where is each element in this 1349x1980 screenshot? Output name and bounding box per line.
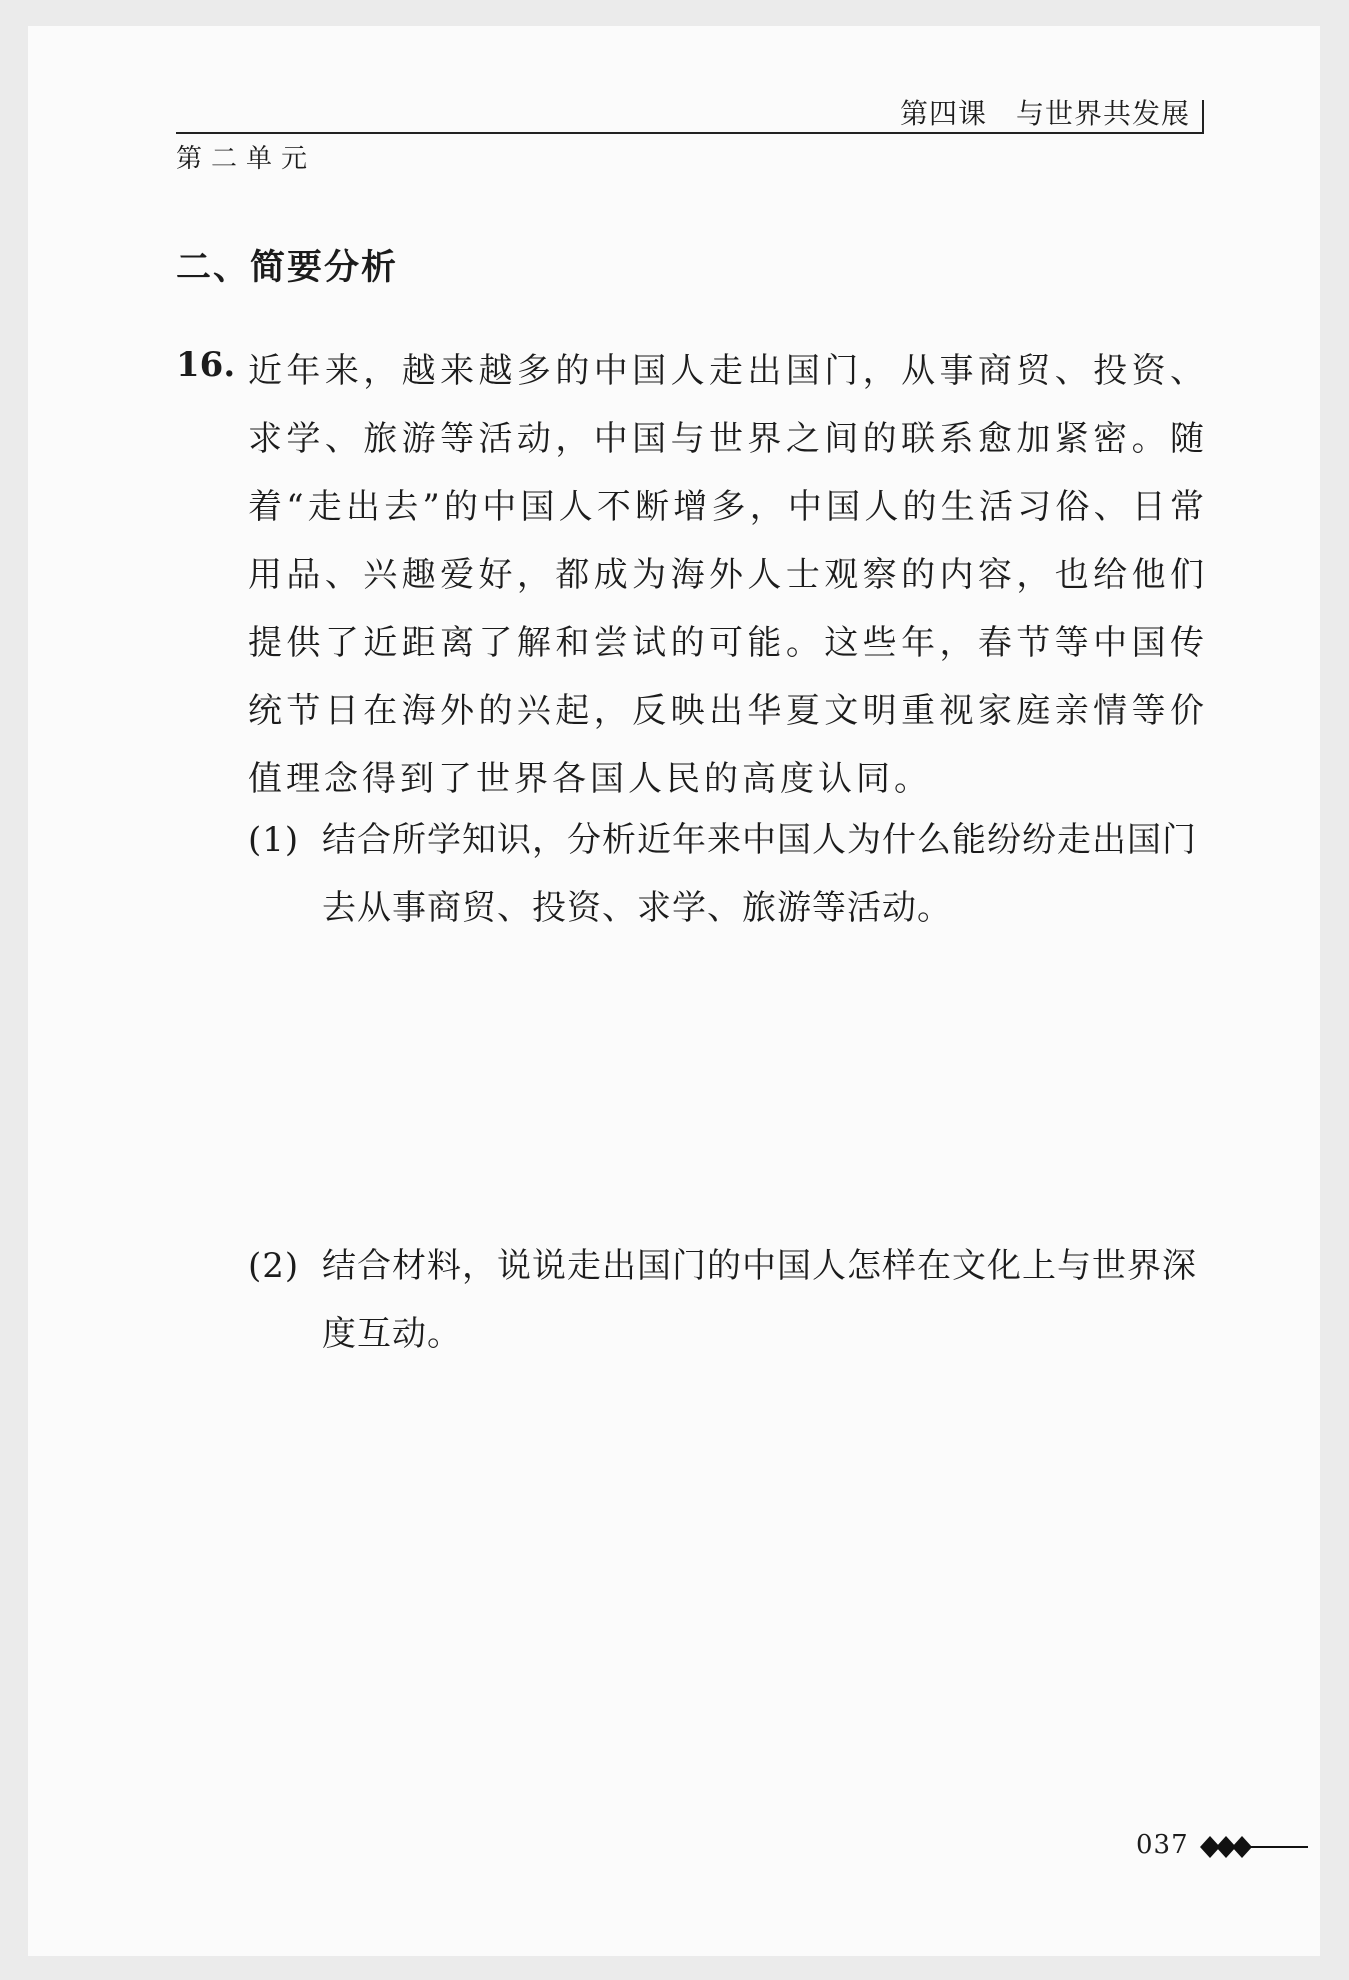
question-passage: 近年来，越来越多的中国人走出国门，从事商贸、投资、求学、旅游等活动，中国与世界之间的联系愈加紧密。随着“走出去”的中国人不断增多，中国人的生活习俗、日常用品、兴趣爱好，都成为海外人士观察的内容，也给他们提供了近距离了解和尝试的可能。这些年，春节等中国传统节日在海外的兴起，反映出华夏文明重视家庭亲情等价值理念得到了世界各国人民的高度认同。: [248, 351, 1208, 799]
page-number: 037: [1136, 1830, 1189, 1860]
sub-question-1-number: (1): [248, 820, 300, 860]
section-title: 二、简要分析: [176, 248, 399, 288]
sub-question-1-text: 结合所学知识，分析近年来中国人为什么能纷纷走出国门去从事商贸、投资、求学、旅游等活动。: [322, 820, 1197, 928]
textbook-page: [28, 26, 1320, 1956]
chapter-title: 第四课 与世界共发展: [899, 97, 1190, 130]
sub-question-2-number: (2): [248, 1246, 300, 1286]
sub-question-2: [248, 1232, 1208, 1368]
sub-question-2-text: 结合材料，说说走出国门的中国人怎样在文化上与世界深度互动。: [322, 1246, 1197, 1354]
header-vertical-rule: [1202, 100, 1204, 132]
header-rule: [176, 132, 1204, 134]
diamond-ornament-icon: [1200, 1832, 1308, 1862]
unit-label: 第二单元: [176, 144, 317, 174]
sub-question-1: [248, 806, 1208, 942]
question-number: 16.: [176, 345, 236, 385]
